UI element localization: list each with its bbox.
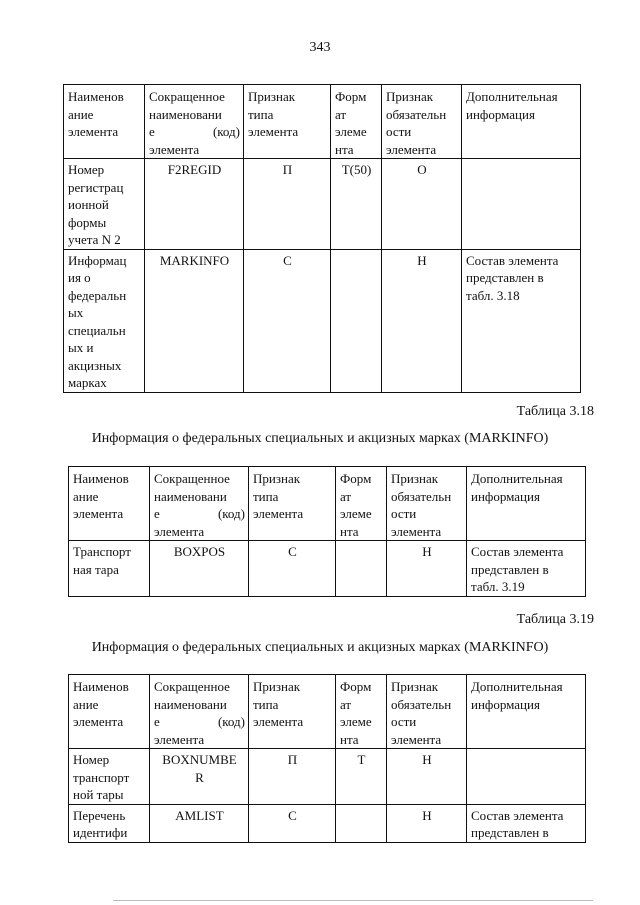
table-row [64, 159, 581, 250]
header-short-name: Сокращенное наименовани е (код) элемента [150, 675, 249, 749]
table-caption-title: Информация о федеральных специальных и акцизных марках (MARKINFO) [91, 640, 549, 655]
header-short-name: Сокращенное наименовани е (код) элемента [145, 85, 244, 159]
header-name: Наименов ание элемента [69, 467, 150, 541]
header-type: Признак типа элемента [249, 467, 336, 541]
table-3-18 [68, 466, 586, 597]
cell-extra [467, 749, 586, 805]
table-continuation [63, 84, 581, 393]
cell-name: Транспорт ная тара [69, 541, 150, 597]
cell-required: Н [387, 541, 467, 597]
table-row [69, 541, 586, 597]
cell-type: П [249, 749, 336, 805]
table-header-row [69, 467, 586, 541]
page-edge-divider [113, 900, 593, 901]
table-caption-title: Информация о федеральных специальных и акцизных марках (MARKINFO) [91, 431, 549, 446]
cell-name: Информац ия о федеральн ых специальн ых и акцизных марках [64, 249, 145, 392]
cell-type: С [249, 541, 336, 597]
cell-required: Н [387, 749, 467, 805]
header-format: Форм ат элеме нта [331, 85, 382, 159]
cell-extra [462, 159, 581, 250]
cell-short-name: F2REGID [145, 159, 244, 250]
cell-required: Н [387, 804, 467, 842]
header-type: Признак типа элемента [244, 85, 331, 159]
cell-name: Номер регистрац ионной формы учета N 2 [64, 159, 145, 250]
cell-format [331, 249, 382, 392]
cell-extra: Состав элемента представлен в табл. 3.19 [467, 541, 586, 597]
cell-required: О [382, 159, 462, 250]
cell-short-name: AMLIST [150, 804, 249, 842]
header-format: Форм ат элеме нта [336, 675, 387, 749]
cell-required: Н [382, 249, 462, 392]
table-3-19 [68, 674, 586, 843]
cell-short-name: MARKINFO [145, 249, 244, 392]
table-caption-number: Таблица 3.19 [516, 612, 594, 627]
cell-name: Перечень идентифи [69, 804, 150, 842]
header-required: Признак обязательн ости элемента [382, 85, 462, 159]
cell-short-name: BOXPOS [150, 541, 249, 597]
cell-type: П [244, 159, 331, 250]
cell-extra: Состав элемента представлен в [467, 804, 586, 842]
header-format: Форм ат элеме нта [336, 467, 387, 541]
header-short-name: Сокращенное наименовани е (код) элемента [150, 467, 249, 541]
cell-extra: Состав элемента представлен в табл. 3.18 [462, 249, 581, 392]
table-caption-number: Таблица 3.18 [516, 404, 594, 419]
cell-format [336, 804, 387, 842]
table-header-row [64, 85, 581, 159]
table-row [69, 804, 586, 842]
header-required: Признак обязательн ости элемента [387, 675, 467, 749]
header-extra: Дополнительная информация [467, 675, 586, 749]
header-type: Признак типа элемента [249, 675, 336, 749]
page-number: 343 [309, 40, 331, 55]
cell-short-name: BOXNUMBE R [150, 749, 249, 805]
header-name: Наименов ание элемента [69, 675, 150, 749]
cell-type: С [249, 804, 336, 842]
header-extra: Дополнительная информация [467, 467, 586, 541]
header-required: Признак обязательн ости элемента [387, 467, 467, 541]
header-name: Наименов ание элемента [64, 85, 145, 159]
cell-format: T(50) [331, 159, 382, 250]
cell-format: Т [336, 749, 387, 805]
cell-name: Номер транспорт ной тары [69, 749, 150, 805]
header-extra: Дополнительная информация [462, 85, 581, 159]
table-row [69, 749, 586, 805]
table-row [64, 249, 581, 392]
cell-format [336, 541, 387, 597]
cell-type: С [244, 249, 331, 392]
table-header-row [69, 675, 586, 749]
